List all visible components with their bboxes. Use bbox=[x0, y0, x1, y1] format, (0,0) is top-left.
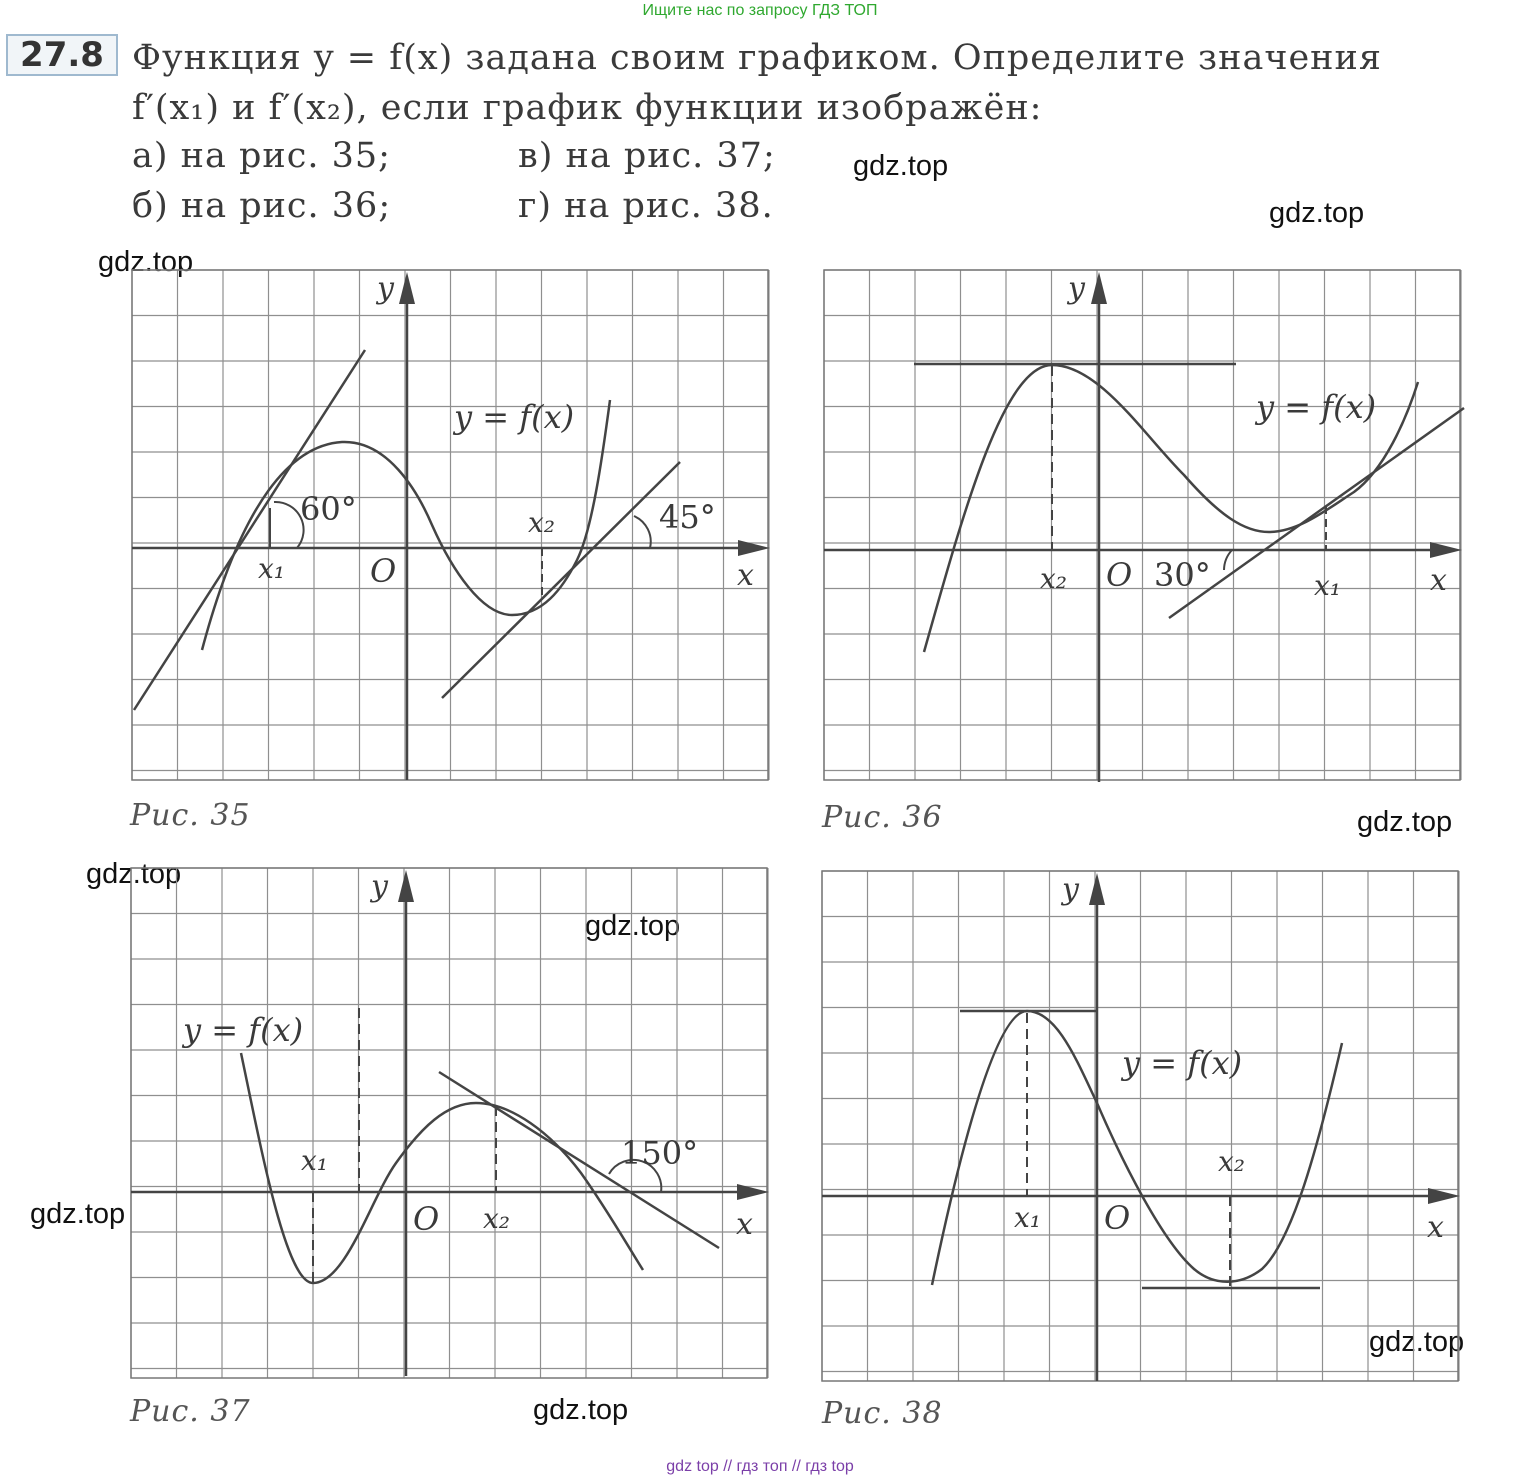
x1-label: x₁ bbox=[258, 552, 286, 585]
figure-35 bbox=[132, 270, 772, 785]
figure-38 bbox=[822, 871, 1465, 1383]
watermark: gdz.top bbox=[30, 1198, 126, 1230]
grid bbox=[824, 270, 1461, 780]
option-g bbox=[518, 186, 774, 226]
x2-label: x₂ bbox=[483, 1202, 511, 1235]
y-axis-label: y bbox=[371, 869, 388, 904]
angle-label: 150° bbox=[621, 1134, 699, 1172]
option-v bbox=[518, 136, 776, 176]
watermark: gdz.top bbox=[533, 1394, 629, 1426]
watermark: gdz.top bbox=[1357, 806, 1453, 838]
grid bbox=[131, 868, 768, 1378]
x2-label: x₂ bbox=[528, 506, 556, 539]
top-banner: Ищите нас по запросу ГДЗ ТОП bbox=[642, 2, 878, 19]
angle-arc-30 bbox=[1224, 550, 1232, 570]
figure-36 bbox=[824, 270, 1464, 785]
y-axis-label: y bbox=[1068, 271, 1085, 306]
x2-label: x₂ bbox=[1218, 1145, 1246, 1178]
option-v-text: на рис. 37; bbox=[565, 136, 776, 176]
figure-37 bbox=[131, 868, 771, 1380]
y-axis bbox=[1091, 272, 1107, 782]
option-v-label: в) bbox=[518, 136, 554, 176]
option-b-text: на рис. 36; bbox=[180, 186, 392, 226]
option-g-text: на рис. 38. bbox=[564, 186, 774, 226]
origin-label: O bbox=[1106, 556, 1133, 594]
function-label: y = f(x) bbox=[1122, 1044, 1243, 1082]
function-label: y = f(x) bbox=[1256, 388, 1377, 426]
x-axis-label: x bbox=[737, 558, 754, 593]
x-axis-label: x bbox=[736, 1207, 753, 1242]
option-a bbox=[132, 136, 391, 176]
origin-label: O bbox=[370, 552, 397, 590]
watermark: gdz.top bbox=[585, 910, 681, 942]
angle-label: 60° bbox=[300, 490, 357, 528]
origin-label: O bbox=[413, 1200, 440, 1238]
y-axis-label: y bbox=[377, 271, 394, 306]
x1-label: x₁ bbox=[301, 1144, 329, 1177]
watermark: gdz.top bbox=[86, 858, 182, 890]
figure-caption: Рис. 35 bbox=[130, 798, 251, 833]
figure-caption: Рис. 36 bbox=[822, 800, 943, 835]
function-label: y = f(x) bbox=[454, 398, 575, 436]
x1-label: x₁ bbox=[1014, 1201, 1042, 1234]
y-axis bbox=[1089, 873, 1105, 1381]
watermark: gdz.top bbox=[853, 150, 949, 182]
option-a-text: на рис. 35; bbox=[180, 136, 391, 176]
x2-label: x₂ bbox=[1040, 562, 1068, 595]
y-axis bbox=[399, 272, 415, 780]
x-axis-label: x bbox=[1427, 1210, 1444, 1245]
problem-number: 27.8 bbox=[6, 34, 118, 76]
x-axis-label: x bbox=[1430, 563, 1447, 598]
option-b-label: б) bbox=[132, 186, 169, 226]
y-axis bbox=[398, 870, 414, 1376]
grid bbox=[822, 871, 1459, 1381]
problem-text-line-1: Функция y = f(x) задана своим графиком. Определите значения bbox=[132, 38, 1382, 78]
option-a-label: а) bbox=[132, 136, 169, 176]
option-g-label: г) bbox=[518, 186, 552, 226]
problem-text-line-2: f′(x₁) и f′(x₂), если график функции изображён: bbox=[132, 88, 1043, 128]
y-axis-label: y bbox=[1062, 872, 1079, 907]
option-b bbox=[132, 186, 391, 226]
figure-caption: Рис. 38 bbox=[822, 1396, 943, 1431]
function-label: y = f(x) bbox=[183, 1011, 304, 1049]
angle-label: 45° bbox=[659, 498, 716, 536]
angle-label: 30° bbox=[1154, 556, 1211, 594]
watermark: gdz.top bbox=[1369, 1326, 1465, 1358]
origin-label: O bbox=[1104, 1199, 1131, 1237]
watermark: gdz.top bbox=[98, 246, 194, 278]
bottom-banner: gdz top // гдз топ // гдз top bbox=[666, 1458, 854, 1475]
figure-caption: Рис. 37 bbox=[130, 1394, 251, 1429]
x1-label: x₁ bbox=[1314, 569, 1342, 602]
watermark: gdz.top bbox=[1269, 197, 1365, 229]
tangent-line-x1 bbox=[134, 350, 365, 710]
